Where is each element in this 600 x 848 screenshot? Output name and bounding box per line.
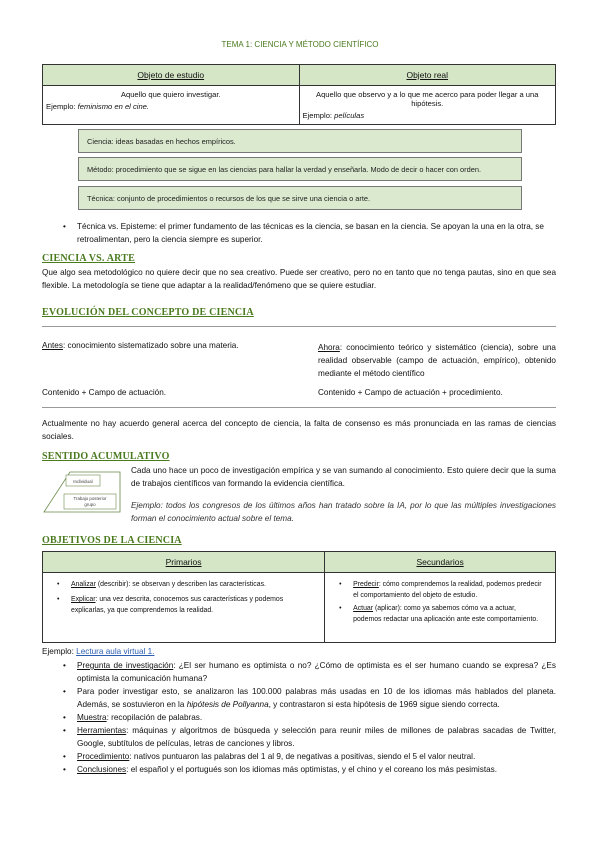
objetivo-predecir [331,579,543,601]
objeto-real-example: películas [334,111,365,120]
pyramid-top-label: Individual [73,479,93,484]
objeto-real-header: Objeto real [299,65,556,86]
item-label: Pregunta de investigación [77,661,174,670]
pyramid-bottom-label-line1: Trabajo posterior [73,496,107,501]
definition-tecnica [78,186,522,210]
antes-text [42,341,292,350]
acumulativo-example: Ejemplo: todos los congresos de los últimos años han tratado sobre la IA, por lo que las múltiples investigaciones forman el conocimiento actual sobre el tema. [131,501,556,523]
explicar-text: : una vez descrita, conocemos sus características y podemos explicarlas, ya que comprendemos la realidad. [71,596,284,614]
section-heading-ciencia-arte: CIENCIA VS. ARTE [42,253,135,264]
explicar-label: Explicar [71,596,96,603]
item-italic: hipótesis de Pollyanna [186,700,269,709]
predecir-text: : cómo comprendemos la realidad, podemos predecir el comportamiento del objeto de estudio. [353,581,542,599]
term: Método [87,164,112,174]
list-item [55,685,556,711]
ejemplo-list [55,659,556,776]
section-heading-objetivos: OBJETIVOS DE LA CIENCIA [42,535,182,546]
formula-antes: Contenido + Campo de actuación. [42,388,167,397]
definition: : procedimiento que se sigue en las ciencias para hallar la verdad y enseñarla. Modo de decir o hacer con orden. [111,164,481,174]
ahora-definition: : conocimiento teórico y sistemático (ciencia), sobre una realidad observable (campo de actuación, empírico), obtenido mediante el método científico [318,343,556,378]
objetivo-analizar [49,579,312,590]
list-item [55,711,556,724]
pyramid-bottom-label-line2: grupo [84,502,96,507]
objetivo-explicar [49,594,312,616]
definition-metodo [78,157,522,181]
divider [42,407,556,408]
primarios-header: Primarios [43,552,325,573]
antes-definition: : conocimiento sistematizado sobre una materia. [62,341,239,350]
section-heading-evolucion: EVOLUCIÓN DEL CONCEPTO DE CIENCIA [42,307,254,318]
item-text-after: , y contrastaron si esta hipótesis de 1969 sigue siendo correcta. [268,700,500,709]
definition-ciencia [78,129,522,153]
tecnica-episteme-bullet: • Técnica vs. Episteme: el primer fundamento de las técnicas es la ciencia, se basan en la ciencia. Se apoyan la una en la otra, se retroalimentan, pero la ciencia siempre es superior. [55,220,577,246]
definition: : conjunto de procedimientos o recursos de los que se sirve una ciencia o arte. [112,193,371,203]
ejemplo-label: Ejemplo: [42,647,74,656]
ejemplo-line [42,647,154,656]
item-label: Procedimiento [77,752,130,761]
antes-label: Antes [42,341,63,350]
item-text: : recopilación de palabras. [106,713,203,722]
item-text: : nativos puntuaron las palabras del 1 al 9, de negativas a positivas, siendo el 5 el valor neutral. [129,752,476,761]
objeto-estudio-example: feminismo en el cine. [77,102,150,111]
objeto-estudio-header: Objeto de estudio [43,65,300,86]
example-label: Ejemplo: [46,102,76,111]
evolucion-text: Actualmente no hay acuerdo general acerca del concepto de ciencia, la falta de consenso es más pronunciada en las ramas de ciencias sociales. [42,419,556,441]
term: Técnica [87,193,113,203]
secundarios-header: Secundarios [325,552,556,573]
pyramid-figure [42,466,122,516]
item-label: Conclusiones [77,765,127,774]
page-title: TEMA 1: CIENCIA Y MÉTODO CIENTÍFICO [221,40,379,49]
item-text: : el español y el portugués son los idiomas más optimistas, y el chino y el coreano los más pesimistas. [126,765,498,774]
predecir-label: Predecir [353,581,379,588]
item-label: Muestra [77,713,107,722]
analizar-label: Analizar [71,581,96,588]
item-text: : máquinas y algoritmos de búsqueda y selección para reunir miles de millones de palabras sacadas de Twitter, Google, subtítulos de películas, letras de canciones y libros. [77,726,556,748]
item-text: : ¿El ser humano es optimista o no? ¿Cómo de optimista es el ser humano cuando se expresa? ¿Es optimista la comunicación humana? [77,661,556,683]
acumulativo-text: Cada uno hace un poco de investigación empírica y se van sumando al conocimiento. Esto quiere decir que la suma de trabajos científicos van formando la evidencia científica. [131,466,556,488]
actuar-text: (aplicar): como ya sabemos cómo va a actuar, podemos redactar una aplicación ante este comportamiento. [353,605,539,623]
objeto-estudio-text: Aquello que quiero investigar. [120,90,221,99]
list-item [55,724,556,750]
formula-ahora: Contenido + Campo de actuación + procedimiento. [318,388,503,397]
definition: : ideas basadas en hechos empíricos. [111,136,236,146]
objeto-real-text: Aquello que observo y a lo que me acerco para poder llegar a una hipótesis. [316,90,539,108]
objetivos-table [42,551,556,643]
divider [42,326,556,327]
ahora-label: Ahora [318,343,340,352]
objetivo-actuar [331,603,543,625]
lectura-link[interactable]: Lectura aula virtual 1. [76,647,155,656]
example-label: Ejemplo: [302,111,333,120]
item-text: Para poder investigar esto, se analizaron las 100.000 palabras más usadas en 10 de los idiomas más hablados del planeta. Además, se sostuvieron en la [77,687,556,709]
analizar-text: (describir): se observan y describen las características. [95,581,266,588]
objeto-table [42,64,556,125]
list-item [55,763,556,776]
list-item [55,750,556,763]
section-heading-acumulativo: SENTIDO ACUMULATIVO [42,451,170,462]
term: Ciencia [87,136,112,146]
ciencia-arte-text: Que algo sea metodológico no quiere decir que no sea creativo. Puede ser creativo, pero no en tanto que no tenga pautas, sino en que sea flexible. La metodología se tiene que adaptar a la realidad/fenómeno que se quiere estudiar. [42,268,556,290]
list-item [55,659,556,685]
actuar-label: Actuar [353,605,374,612]
item-label: Herramientas [77,726,127,735]
ahora-text [318,341,556,380]
